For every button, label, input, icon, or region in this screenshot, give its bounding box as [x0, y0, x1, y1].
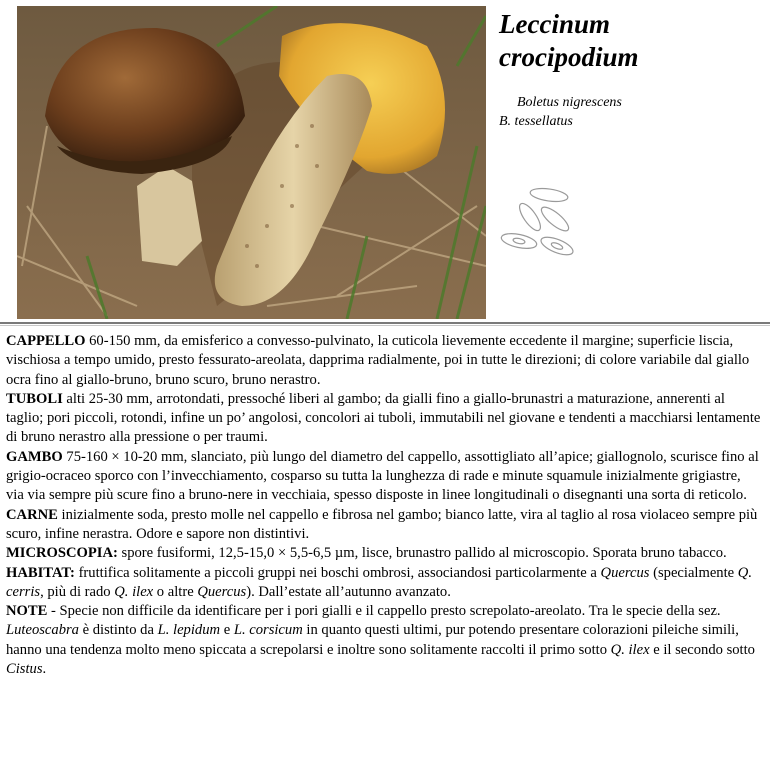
- spores-drawing-icon: [499, 184, 579, 262]
- mushroom-photo: [17, 6, 486, 319]
- title-line-2: crocipodium: [499, 42, 639, 72]
- taxon-name: Quercus: [197, 583, 247, 600]
- section-text: è distinto da: [78, 622, 158, 639]
- section-microscopia: [6, 544, 762, 563]
- section-text: o altre: [153, 583, 198, 600]
- taxon-name: L. lepidum: [157, 622, 221, 639]
- synonym-1: Boletus nigrescens: [517, 95, 622, 110]
- taxon-name: Q. ilex: [114, 583, 154, 600]
- section-label: NOTE: [6, 603, 48, 620]
- section-cappello: [6, 332, 762, 390]
- taxon-name: L. corsicum: [233, 622, 303, 639]
- divider: [0, 322, 770, 324]
- divider-shadow: [0, 325, 770, 326]
- synonym-2: B. tessellatus: [499, 114, 573, 129]
- section-carne: [6, 506, 762, 545]
- section-text: (specialmente: [649, 564, 738, 581]
- species-title: [499, 8, 639, 74]
- section-gambo: [6, 448, 762, 506]
- section-text: in quanto questi ultimi, pur potendo presentare colorazioni pileiche simili, hanno una tendenza molto meno spiccata a screpolarsi e inoltre sono solitamente raccolti il primo sotto: [6, 622, 739, 658]
- taxon-name: Quercus: [600, 564, 650, 581]
- title-line-1: Leccinum: [499, 9, 610, 39]
- section-label: CAPPELLO: [6, 333, 86, 349]
- section-habitat: [6, 564, 762, 603]
- section-label: GAMBO: [6, 448, 63, 465]
- taxon-name: Q. cerris: [6, 564, 752, 600]
- section-text: alti 25-30 mm, arrotondati, pressoché liberi al gambo; da gialli fino a giallo-brunastri a maturazione, annerenti al taglio; pori piccoli, rotondi, infine un po’ angolosi, concolori ai tuboli, immutabili nel giovane e tendenti a macchiarsi lentamente di bruno nerastro alla pressione o per traumi.: [6, 390, 761, 446]
- synonyms: [499, 93, 622, 131]
- section-text: , più di rado: [40, 583, 115, 600]
- section-label: MICROSCOPIA:: [6, 545, 118, 562]
- section-text: .: [42, 661, 47, 678]
- section-text: fruttifica solitamente a piccoli gruppi nei boschi ombrosi, associandosi particolarmente a: [74, 564, 601, 581]
- section-text: ). Dall’estate all’autunno avanzato.: [246, 583, 451, 600]
- taxon-name: Q. ilex: [610, 641, 650, 658]
- section-label: TUBOLI: [6, 390, 63, 407]
- section-text: 75-160 × 10-20 mm, slanciato, più lungo del diametro del cappello, assottigliato all’apice; giallognolo, scurisce fino al grigio-ocraceo sporco con l’invecchiamento, cosparso su tutta la lunghezza di rade e minute squamule inizialmente grigiastre, via via sempre più scure fino a bruno-nere in vecchiaia, spesso disposte in linee longitudinali o disegnanti una sorta di reticolo.: [6, 448, 759, 504]
- taxon-name: Cistus: [6, 661, 43, 678]
- section-text: - Specie non difficile da identificare per i pori gialli e il cappello presto screpolato-areolato. Tra le specie della sez.: [47, 603, 721, 620]
- section-tuboli: [6, 390, 762, 448]
- taxon-name: Luteoscabra: [6, 622, 79, 639]
- section-text: e il secondo sotto: [649, 641, 755, 658]
- section-text: inizialmente soda, presto molle nel cappello e fibrosa nel gambo; bianco latte, vira al taglio al rosa violaceo sempre più scuro, infine nerastra. Odore e sapore non distintivi.: [6, 506, 758, 542]
- section-text: 60-150 mm, da emisferico a convesso-pulvinato, la cuticola lievemente eccedente il margine; superficie liscia, vischiosa a tempo umido, presto fessurato-areolata, dapprima radialmente, poi in tutte le direzioni; di colore variabile dal giallo ocra fino al giallo-bruno, bruno scuro, bruno nerastro.: [6, 333, 750, 388]
- section-label: HABITAT:: [6, 564, 75, 581]
- section-label: CARNE: [6, 506, 58, 523]
- section-text: e: [220, 622, 234, 639]
- description: [6, 332, 762, 679]
- section-text: spore fusiformi, 12,5-15,0 × 5,5-6,5 µm, lisce, brunastro pallido al microscopio. Sporata bruno tabacco.: [117, 545, 727, 562]
- section-note: [6, 602, 762, 679]
